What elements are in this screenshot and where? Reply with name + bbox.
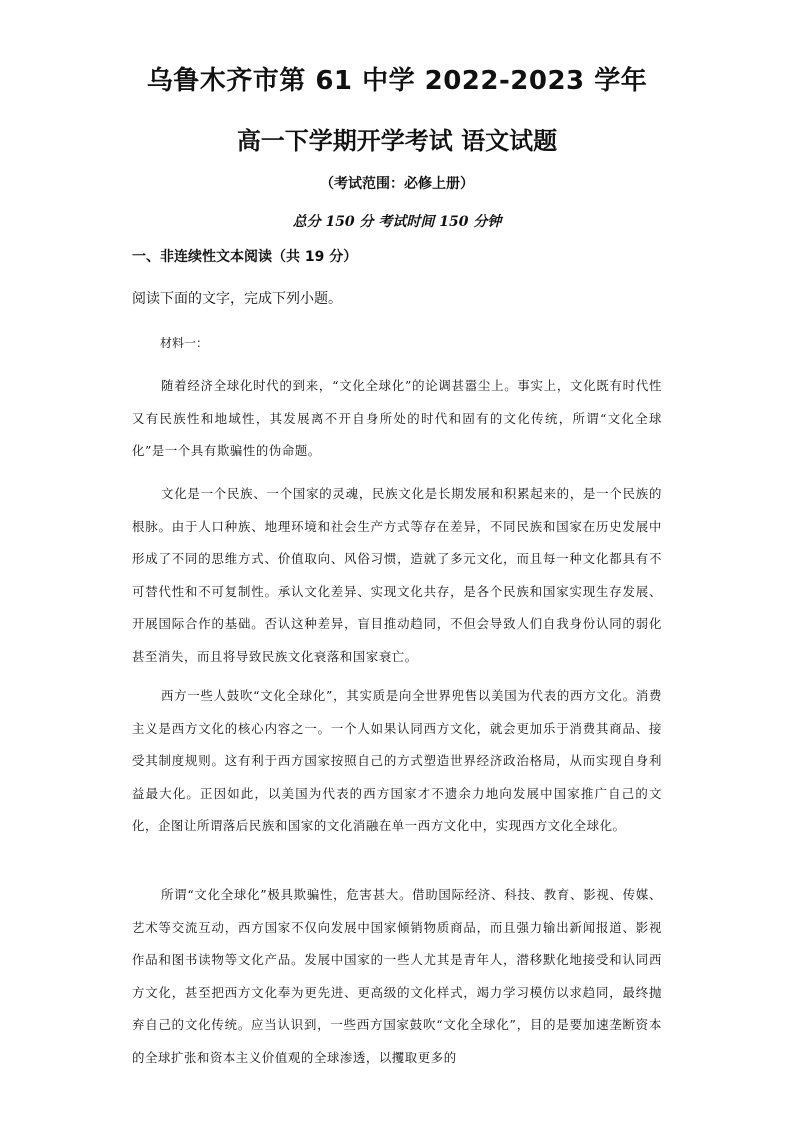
section-heading: 一、非连续性文本阅读（共 19 分） [132, 249, 358, 265]
exam-title-line1: 乌鲁木齐市第 61 中学 2022-2023 学年 [146, 66, 648, 96]
exam-scope: （考试范围：必修上册） [320, 176, 474, 192]
reading-instruction: 阅读下面的文字，完成下列小题。 [132, 291, 342, 307]
paragraph-2: 文化是一个民族、一个国家的灵魂，民族文化是长期发展和积累起来的，是一个民族的根脉。由于人口种族、地理环境和社会生产方式等存在差异，不同民族和国家在历史发展中形成了不同的思维方式、价值取向、风俗习惯，造就了多元文化，而且每一种文化都具有不可替代性和不可复制性。承认文化差异、实现文化共存，是各个民族和国家实现生存发展、开展国际合作的基础。否认这种差异，盲目推动趋同，不但会导致人们自我身份认同的弱化甚至消失，而且将导致民族文化衰落和国家衰亡。 [132, 486, 662, 664]
exam-title-line2: 高一下学期开学考试 语文试题 [236, 127, 558, 155]
paragraph-4: 所谓“文化全球化”极具欺骗性，危害甚大。借助国际经济、科技、教育、影视、传媒、艺术等交流互动，西方国家不仅向发展中国家倾销物质商品，而且强力输出新闻报道、影视作品和图书读物等文化产品。发展中国家的一些人尤其是青年人，潜移默化地接受和认同西方文化，甚至把西方文化奉为更先进、更高级的文化样式，竭力学习模仿以求趋同，最终抛弃自己的文化传统。应当认识到，一些西方国家鼓吹“文化全球化”，目的是要加速垄断资本的全球扩张和资本主义价值观的全球渗透，以攫取更多的 [132, 887, 662, 1065]
paragraph-3: 西方一些人鼓吹“文化全球化”，其实质是向全世界兜售以美国为代表的西方文化。消费主义是西方文化的核心内容之一。一个人如果认同西方文化，就会更加乐于消费其商品、接受其制度规则。这有利于西方国家按照自己的方式塑造世界经济政治格局，从而实现自身利益最大化。正因如此，以美国为代表的西方国家才不遗余力地向发展中国家推广自己的文化，企图让所谓落后民族和国家的文化消融在单一西方文化中，实现西方文化全球化。 [132, 688, 662, 833]
paragraph-1: 随着经济全球化时代的到来，“文化全球化”的论调甚嚣尘上。事实上，文化既有时代性又有民族性和地域性，其发展离不开自身所处的时代和固有的文化传统，所谓“文化全球化”是一个具有欺骗性的伪命题。 [132, 378, 662, 458]
score-and-time: 总分 150 分 考试时间 150 分钟 [292, 214, 502, 230]
material-label: 材料一： [160, 336, 209, 350]
